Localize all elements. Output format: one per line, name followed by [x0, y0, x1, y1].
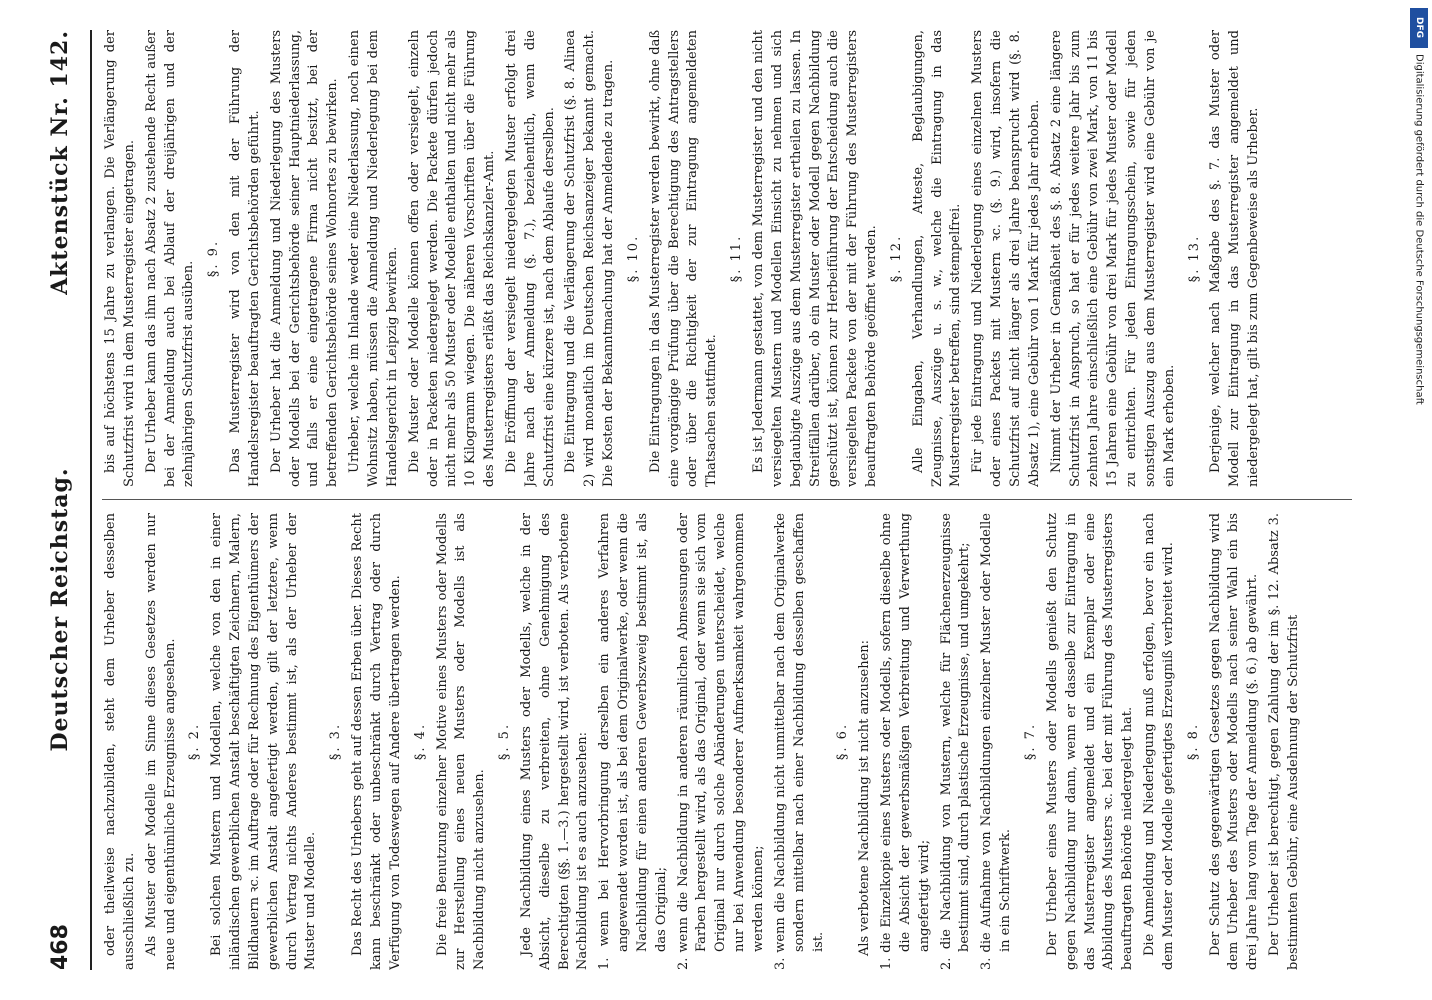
column-divider	[102, 499, 1352, 500]
section-heading: §. 3.	[328, 722, 344, 761]
paragraph: Das Recht des Urhebers geht auf dessen Erben über. Dieses Recht kann beschränkt oder unbeschränkt durch Vertrag oder durch Verfügung von Todeswegen auf Andere übertragen werden.	[350, 513, 403, 970]
section-heading: §. 12.	[888, 234, 904, 283]
section-heading: §. 13.	[1186, 234, 1202, 283]
paragraph: bis auf höchstens 15 Jahre zu verlangen. Die Verlängerung der Schutzfrist wird in dem Musterregister eingetragen.	[103, 30, 137, 487]
paragraph: Der Urheber hat die Anmeldung und Niederlegung des Musters oder Modells bei der Gerichtsbehörde seiner Hauptniederlassung, und falls er eine eingetragene Firma nicht besitzt, bei der betreffenden Gerichtsbehörde seines Wohnortes zu bewirken.	[268, 30, 341, 487]
header-title-right: Aktenstück Nr. 142.	[47, 30, 73, 295]
list-item: 3. die Aufnahme von Nachbildungen einzelner Muster oder Modelle in ein Schriftwerk.	[979, 513, 1014, 970]
page-number: 468	[47, 924, 73, 970]
paragraph: Jede Nachbildung eines Musters oder Modells, welche in der Absicht, dieselbe zu verbreiten, ohne Genehmigung des Berechtigten (§§. 1.—3.) hergestellt wird, ist verboten. Als verbotene Nachbildung ist es auch anzusehen:	[518, 513, 591, 970]
paragraph: Die Eintragungen in das Musterregister werden bewirkt, ohne daß eine vorgängige Prüfung über die Berechtigung des Antragstellers oder über die Richtigkeit der zur Eintragung angemeldeten Thatsachen stattfindet.	[647, 30, 720, 487]
dfg-logo: DFG	[1410, 8, 1428, 48]
paragraph: Nimmt der Urheber in Gemäßheit des §. 8. Absatz 2 eine längere Schutzfrist in Anspruch, so hat er für jedes weitere Jahr bis zum zehnten Jahre einschließlich eine Gebühr von zwei Mark, von 11 bis 15 Jahren eine Gebühr von drei Mark für jedes Muster oder Modell zu entrichten. Für jeden Eintragungsschein, sowie für jeden sonstigen Auszug aus dem Musterregister wird eine Gebühr von je ein Mark erhoben.	[1048, 30, 1177, 487]
paragraph: Bei solchen Mustern und Modellen, welche von den in einer inländischen gewerblichen Anstalt beschäftigten Zeichnern, Malern, Bildhauern ꝛc. im Auftrage oder für Rechnung des Eigenthümers der gewerblichen Anstalt angefertigt werden, gilt der letztere, wenn durch Vertrag nichts Anderes bestimmt ist, als der Urheber der Muster und Modelle.	[209, 513, 319, 970]
paragraph: Die freie Benutzung einzelner Motive eines Musters oder Modells zur Herstellung eines neuen Musters oder Modells ist als Nachbildung nicht anzusehen.	[434, 513, 488, 970]
paragraph: Für jede Eintragung und Niederlegung eines einzelnen Musters oder eines Packets mit Mustern ꝛc. (§. 9.) wird, insofern die Schutzfrist auf nicht länger als drei Jahre beansprucht wird (§. 8. Absatz 1), eine Gebühr von 1 Mark für jedes Jahr erhoben.	[970, 30, 1042, 487]
paragraph: Der Urheber ist berechtigt, gegen Zahlung der im §. 12. Absatz 3. bestimmten Gebühr, eine Ausdehnung der Schutzfrist	[1267, 513, 1301, 970]
paragraph: Die Anmeldung und Niederlegung muß erfolgen, bevor ein nach dem Muster oder Modelle gefertigtes Erzeugniß verbreitet wird.	[1142, 513, 1176, 970]
dfg-notice	[1410, 8, 1428, 988]
section-heading: §. 6.	[835, 722, 851, 761]
section-heading: §. 11.	[729, 234, 745, 283]
section-heading: §. 10.	[625, 234, 641, 283]
section-heading: §. 5.	[497, 722, 513, 761]
paragraph: Das Musterregister wird von den mit der Führung der Handelsregister beauftragten Gerichtsbehörden geführt.	[228, 30, 262, 487]
section-heading: §. 2.	[187, 722, 203, 761]
page-header	[30, 30, 92, 970]
paragraph: Der Urheber kann das ihm nach Absatz 2 zustehende Recht außer bei der Anmeldung auch bei Ablauf der dreijährigen und der zehnjährigen Schutzfrist ausüben.	[143, 30, 197, 487]
paragraph: Der Schutz des gegenwärtigen Gesetzes gegen Nachbildung wird dem Urheber des Musters oder Modells nach seiner Wahl ein bis drei Jahre lang vom Tage der Anmeldung (§. 6.) ab gewährt.	[1207, 513, 1261, 970]
paragraph: Als Muster oder Modelle im Sinne dieses Gesetzes werden nur neue und eigenthümliche Erzeugnisse angesehen.	[143, 513, 178, 970]
section-heading: §. 4.	[412, 722, 428, 761]
paragraph: Als verbotene Nachbildung ist nicht anzusehen:	[857, 639, 873, 956]
section-heading: §. 8.	[1185, 722, 1201, 761]
header-title-left: Deutscher Reichstag.	[47, 467, 73, 752]
paragraph: oder theilweise nachzubilden, steht dem Urheber desselben ausschließlich zu.	[103, 513, 137, 970]
page-content	[30, 30, 1360, 970]
paragraph: Derjenige, welcher nach Maßgabe des §. 7. das Muster oder Modell zur Eintragung in das Musterregister angemeldet und niedergelegt hat, gilt bis zum Gegenbeweise als Urheber.	[1208, 30, 1262, 487]
paragraph: Die Eröffnung der versiegelt niedergelegten Muster erfolgt drei Jahre nach der Anmeldung (§. 7.), beziehentlich, wenn die Schutzfrist eine kürzere ist, nach dem Ablaufe derselben.	[503, 30, 557, 487]
paragraph: Die Eintragung und die Verlängerung der Schutzfrist (§. 8. Alinea 2) wird monatlich im Deutschen Reichsanzeiger bekannt gemacht. Die Kosten der Bekanntmachung hat der Anmeldende zu tragen.	[563, 30, 617, 487]
text-columns	[102, 30, 1352, 970]
paragraph: Alle Eingaben, Verhandlungen, Atteste, Beglaubigungen, Zeugnisse, Auszüge u. s. w., welche die Eintragung in das Musterregister betreffen, sind stempelfrei.	[910, 30, 964, 487]
paragraph: Der Urheber eines Musters oder Modells genießt den Schutz gegen Nachbildung nur dann, wenn er dasselbe zur Eintragung in das Musterregister angemeldet und ein Exemplar oder eine Abbildung des Musters ꝛc. bei der mit Führung des Musterregisters beauftragten Behörde niedergelegt hat.	[1044, 513, 1136, 970]
paragraph: Urheber, welche im Inlande weder eine Niederlassung, noch einen Wohnsitz haben, müssen die Anmeldung und Niederlegung bei dem Handelsgericht in Leipzig bewirken.	[347, 30, 400, 487]
section-heading: §. 7.	[1022, 722, 1038, 761]
list-item: 1. wenn bei Hervorbringung derselben ein anderes Verfahren angewendet worden ist, als bei dem Originalwerke, oder wenn die Nachbildung für einen anderen Gewerbszweig bestimmt ist, als das Original;	[597, 513, 669, 970]
section-heading: §. 9.	[206, 239, 222, 278]
paragraph: Die Muster oder Modelle können offen oder versiegelt, einzeln oder in Packeten niedergelegt werden. Die Packete dürfen jedoch nicht mehr als 50 Muster oder Modelle enthalten und nicht mehr als 10 Kilogramm wiegen. Die näheren Vorschriften über die Führung des Musterregisters erläßt das Reichskanzler-Amt.	[406, 30, 498, 487]
list-item: 3. wenn die Nachbildung nicht unmittelbar nach dem Originalwerke sondern mittelbar nach einer Nachbildung desselben geschaffen ist.	[772, 513, 826, 970]
list-item: 1. die Einzelkopie eines Musters oder Modells, sofern dieselbe ohne die Absicht der gewerbsmäßigen Verbreitung und Verwerthung angefertigt wird;	[879, 513, 932, 970]
left-column	[102, 513, 1352, 970]
right-column	[102, 30, 1352, 487]
paragraph: Es ist Jedermann gestattet, von dem Musterregister und den nicht versiegelten Mustern und Modellen Einsicht zu nehmen und sich beglaubigte Auszüge aus dem Musterregister ertheilen zu lassen. In Streitfällen darüber, ob ein Muster oder Modell gegen Nachbildung geschützt ist, können zur Herbeiführung der Entscheidung auch die versiegelten Packete von der mit der Führung des Musterregisters beauftragten Behörde geöffnet werden.	[751, 30, 880, 487]
list-item: 2. die Nachbildung von Mustern, welche für Flächenerzeugnisse bestimmt sind, durch plastische Erzeugnisse, und umgekehrt;	[938, 513, 973, 970]
list-item: 2. wenn die Nachbildung in anderen räumlichen Abmessungen oder Farben hergestellt wird, als das Original, oder wenn sie sich vom Original nur durch solche Abänderungen unterscheidet, welche nur bei Anwendung besonderer Aufmerksamkeit wahrgenommen werden können;	[675, 513, 766, 970]
dfg-text: Digitalisierung gefördert durch die Deutsche Forschungsgemeinschaft	[1413, 54, 1425, 405]
